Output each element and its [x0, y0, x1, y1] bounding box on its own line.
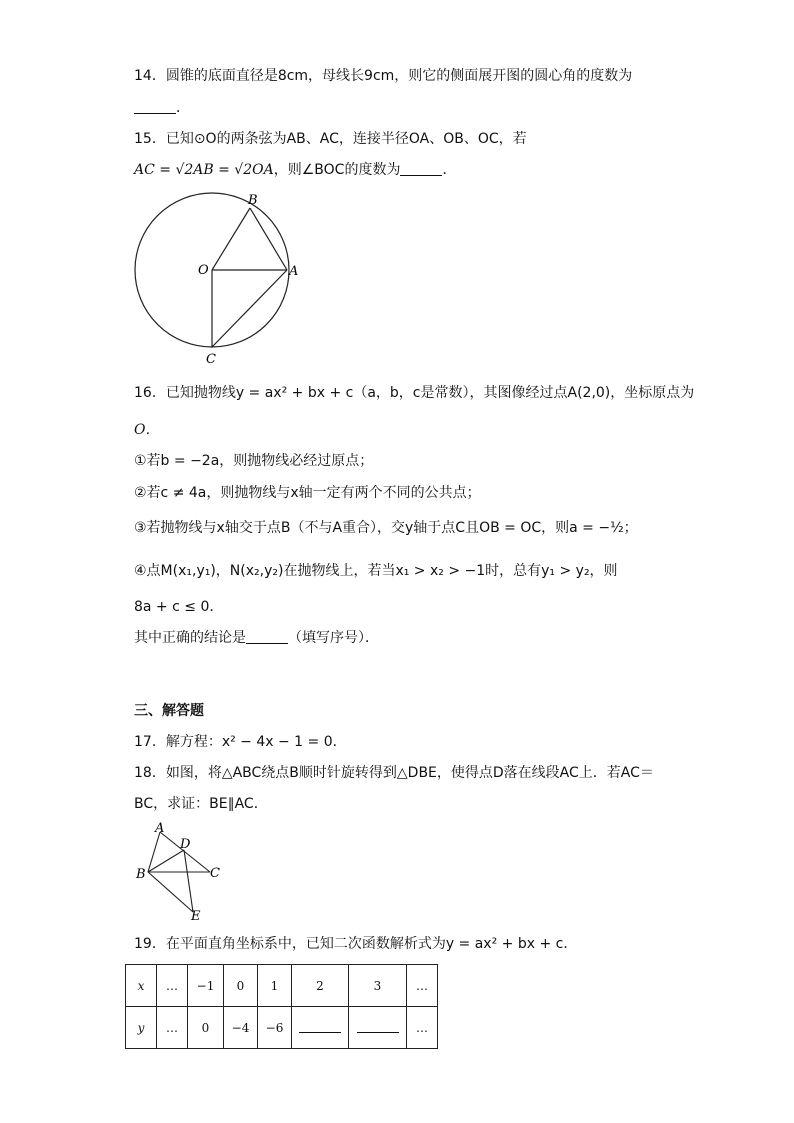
- q17-line: 17．解方程：x² − 4x − 1 = 0．: [134, 734, 347, 750]
- q15-circle-figure: [120, 186, 320, 371]
- q16-conclusion: 其中正确的结论是 （填写序号）．: [134, 630, 379, 646]
- q15-label-B: B: [248, 193, 258, 208]
- q18-label-B: B: [136, 867, 146, 882]
- table-cell: …: [407, 965, 438, 1007]
- table-cell: …: [407, 1007, 438, 1049]
- q16-statement-3: ③若抛物线与x轴交于点B（不与A重合），交y轴于点C且OB = OC，则a = −½；: [134, 520, 638, 536]
- q15-label-A: A: [289, 264, 299, 279]
- table-cell: 3: [349, 965, 407, 1007]
- q15-line2: AC = √2AB = √2OA，则∠BOC的度数为 ．: [134, 162, 457, 178]
- q16-statement-1: ①若b = −2a，则抛物线必经过原点；: [134, 453, 374, 469]
- q18-line1: 18．如图，将△ABC绕点B顺时针旋转得到△DBE，使得点D落在线段AC上．若AC＝: [134, 765, 654, 781]
- q18-label-C: C: [210, 866, 220, 881]
- q15-line1: 15．已知⊙O的两条弦为AB、AC，连接半径OA、OB、OC，若: [134, 131, 527, 147]
- table-cell: y: [126, 1007, 157, 1049]
- table-row-x: [126, 965, 438, 1007]
- q16-statement-2: ②若c ≠ 4a，则抛物线与x轴一定有两个不同的公共点；: [134, 485, 481, 501]
- q15-label-O: O: [198, 263, 209, 278]
- table-cell: 2: [292, 965, 349, 1007]
- q16-line1b: O．: [134, 422, 160, 438]
- q14-line2: ．: [134, 98, 190, 118]
- table-cell-blank[interactable]: [349, 1007, 407, 1049]
- table-row-y: [126, 1007, 438, 1049]
- q18-label-E: E: [191, 909, 201, 924]
- q19-blank-y3[interactable]: [357, 1020, 399, 1033]
- q14-line1: 14．圆锥的底面直径是8cm，母线长9cm，则它的侧面展开图的圆心角的度数为: [134, 68, 633, 84]
- q16-statement-4b: 8a + c ≤ 0．: [134, 599, 224, 615]
- q16-line1: 16．已知抛物线y = ax² + bx + c（a，b，c是常数），其图像经过点A(2,0)，坐标原点为: [134, 385, 695, 401]
- table-cell: 0: [188, 1007, 224, 1049]
- table-cell: 1: [258, 965, 292, 1007]
- table-cell: …: [157, 1007, 188, 1049]
- q18-label-D: D: [180, 837, 191, 852]
- q15-answer-blank[interactable]: [400, 161, 442, 176]
- q16-statement-4: ④点M(x₁,y₁)，N(x₂,y₂)在抛物线上，若当x₁ > x₂ > −1时，总有y₁ > y₂，则: [134, 563, 618, 579]
- q14-answer-blank[interactable]: [134, 99, 176, 114]
- q19-line: 19．在平面直角坐标系中，已知二次函数解析式为y = ax² + bx + c．: [134, 936, 578, 952]
- table-cell: −6: [258, 1007, 292, 1049]
- q18-line2: BC，求证：BE∥AC．: [134, 796, 268, 812]
- section-title: 三、解答题: [134, 703, 204, 719]
- q16-answer-blank[interactable]: [246, 629, 288, 644]
- q19-value-table: [125, 964, 438, 1049]
- q18-triangle-figure: [130, 820, 230, 925]
- table-cell: …: [157, 965, 188, 1007]
- table-cell: x: [126, 965, 157, 1007]
- table-cell: 0: [224, 965, 258, 1007]
- table-cell-blank[interactable]: [292, 1007, 349, 1049]
- table-cell: −4: [224, 1007, 258, 1049]
- q15-label-C: C: [206, 352, 216, 367]
- q19-blank-y2[interactable]: [299, 1020, 341, 1033]
- q18-label-A: A: [155, 821, 165, 836]
- table-cell: −1: [188, 965, 224, 1007]
